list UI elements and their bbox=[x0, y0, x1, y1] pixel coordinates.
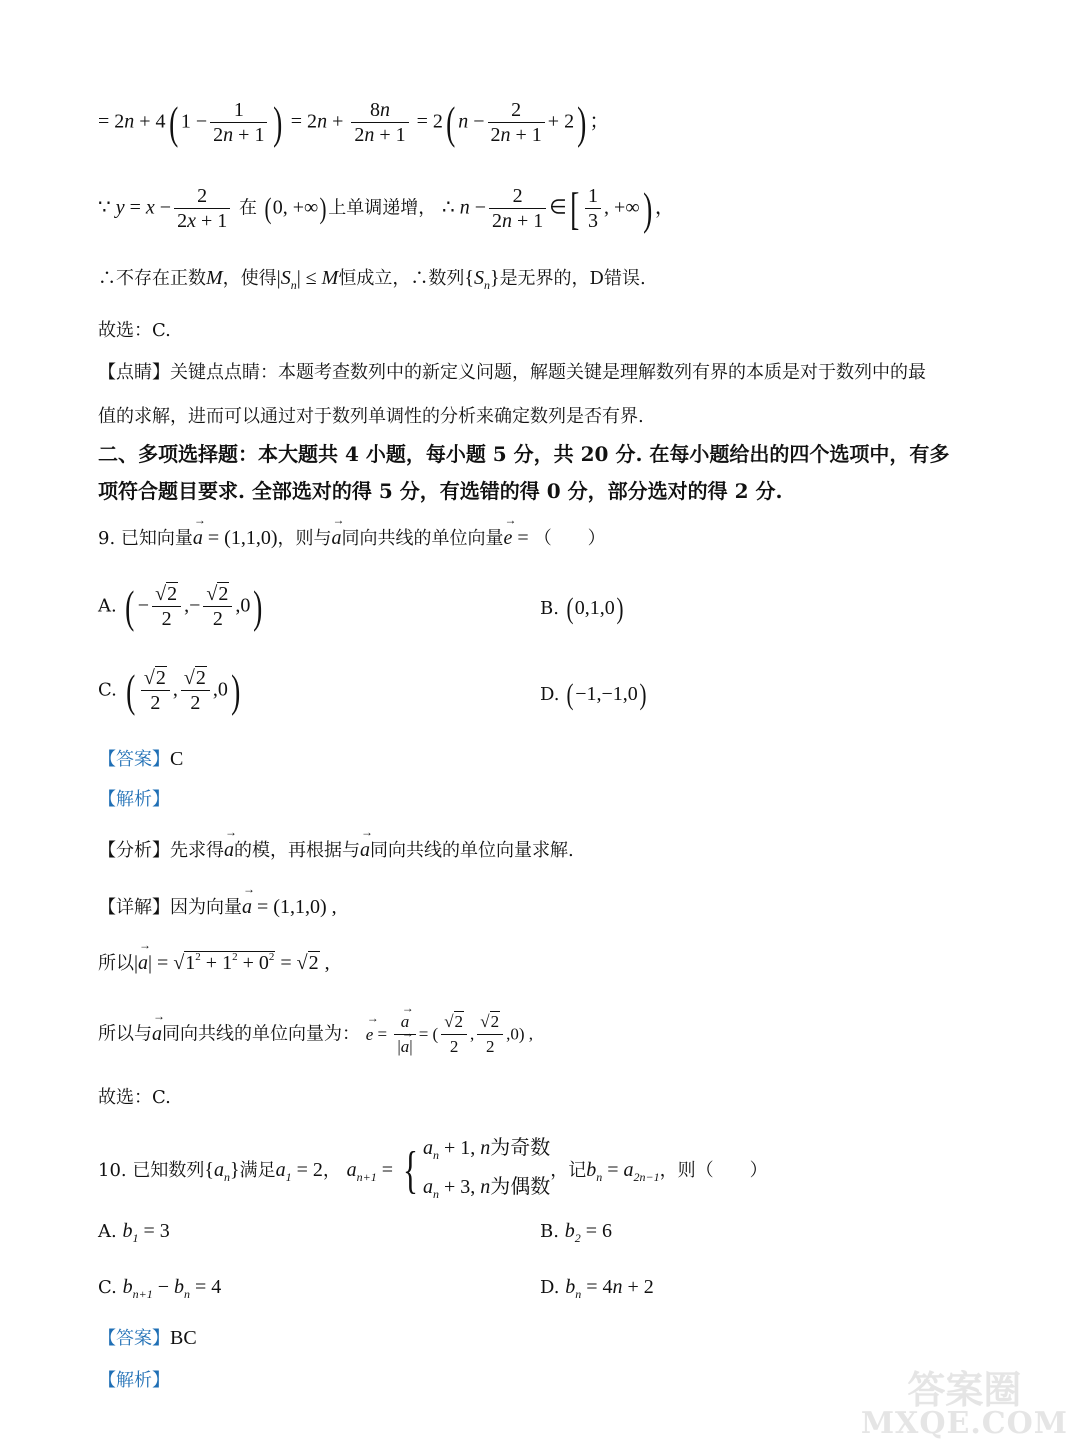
comment-line-1: 【点睛】关键点点睛：本题考查数列中的新定义问题，解题关键是理解数列有界的本质是对于数列中的最 bbox=[98, 362, 926, 383]
q9-detail: 【详解】因为向量→ a = (1,1,0) , bbox=[98, 897, 337, 917]
q9-answer: 【答案】C bbox=[98, 748, 184, 770]
q9-option-d: D. (−1,−1,0) bbox=[540, 678, 647, 711]
q10-option-b: B. $b_2 = 6$ bbox=[540, 1220, 612, 1245]
q10-option-a: A. $b_1 = 3$ bbox=[98, 1220, 170, 1245]
conclusion-line: ∴不存在正数M，使得$|S_n| \le M$恒成立，∴数列$\{S_n\}$是无界的，D错误. bbox=[98, 267, 646, 292]
q10-answer: 【答案】BC bbox=[98, 1327, 197, 1349]
equation-line-2: ∵ y = x − $\frac{2}{2x + 1}$ 在 (0, +∞)上单调递增， ∴ n − $\frac{2}{2n + 1}$ ∈[ $\frac{1}{3}$ , +∞) ， bbox=[98, 182, 675, 234]
q9-option-b: B. (0,1,0) bbox=[540, 592, 624, 625]
section-heading-line-1: 二、多项选择题：本大题共 4 小题，每小题 5 分，共 20 分. 在每小题给出的四个选项中，有多 bbox=[98, 442, 950, 466]
choose-line-2: 故选：C. bbox=[98, 1087, 171, 1108]
q10-analysis-label: 【解析】 bbox=[98, 1370, 170, 1391]
q9-analysis-label: 【解析】 bbox=[98, 789, 170, 810]
question-9: 9. 已知向量→ a = (1,1,0)，则与→ a同向共线的单位向量→ e = （ ） bbox=[98, 528, 606, 548]
q9-option-c: C. ( $\frac{√2}{2}$ , $\frac{√2}{2}$ ,0) bbox=[98, 664, 241, 716]
q9-unit-vector: 所以与→ a同向共线的单位向量为： → e = → $\frac{a}{|\to a|}$ = ( $\frac{√2}{2}$ , $\frac{√2}{2}$ ,0) , bbox=[98, 1010, 533, 1059]
watermark-logo: 答案圈 MXQE.COM bbox=[860, 1367, 1068, 1441]
equation-line-1: = 2n + 4( 1 − $\frac{1}{2n + 1}$ ) = 2n + $\frac{8n}{2n + 1}$ = 2( n − $\frac{2}{2n + 1}$ + 2) ； bbox=[98, 96, 610, 148]
q9-magnitude: 所以|→ $a| = √1^2 + 1^2 + 0^2 = √2$ , bbox=[98, 952, 330, 973]
section-heading-line-2: 项符合题目要求. 全部选对的得 5 分，有选错的得 0 分，部分选对的得 2 分. bbox=[98, 479, 783, 503]
comment-line-2: 值的求解，进而可以通过对于数列单调性的分析来确定数列是否有界. bbox=[98, 406, 644, 427]
question-10: 10. 已知数列$\{a_n\}$满足$a_1 = 2$， $a_{n+1}$ = { $a_n + 1$, n为奇数 $a_n + 3$, n为偶数 ，记$b_n = a_{2n-1}$，则（ ） bbox=[98, 1137, 768, 1201]
q9-fenxi: 【分析】先求得→ a的模，再根据与→ a同向共线的单位向量求解. bbox=[98, 840, 574, 860]
q9-option-a: A. ( − $\frac{√2}{2}$ ,− $\frac{√2}{2}$ ,0) bbox=[98, 580, 263, 632]
q10-option-c: C. $b_{n+1} - b_n = 4$ bbox=[98, 1276, 222, 1301]
q10-option-d: D. $b_n = 4n + 2$ bbox=[540, 1276, 654, 1301]
choose-line-1: 故选：C. bbox=[98, 320, 171, 341]
